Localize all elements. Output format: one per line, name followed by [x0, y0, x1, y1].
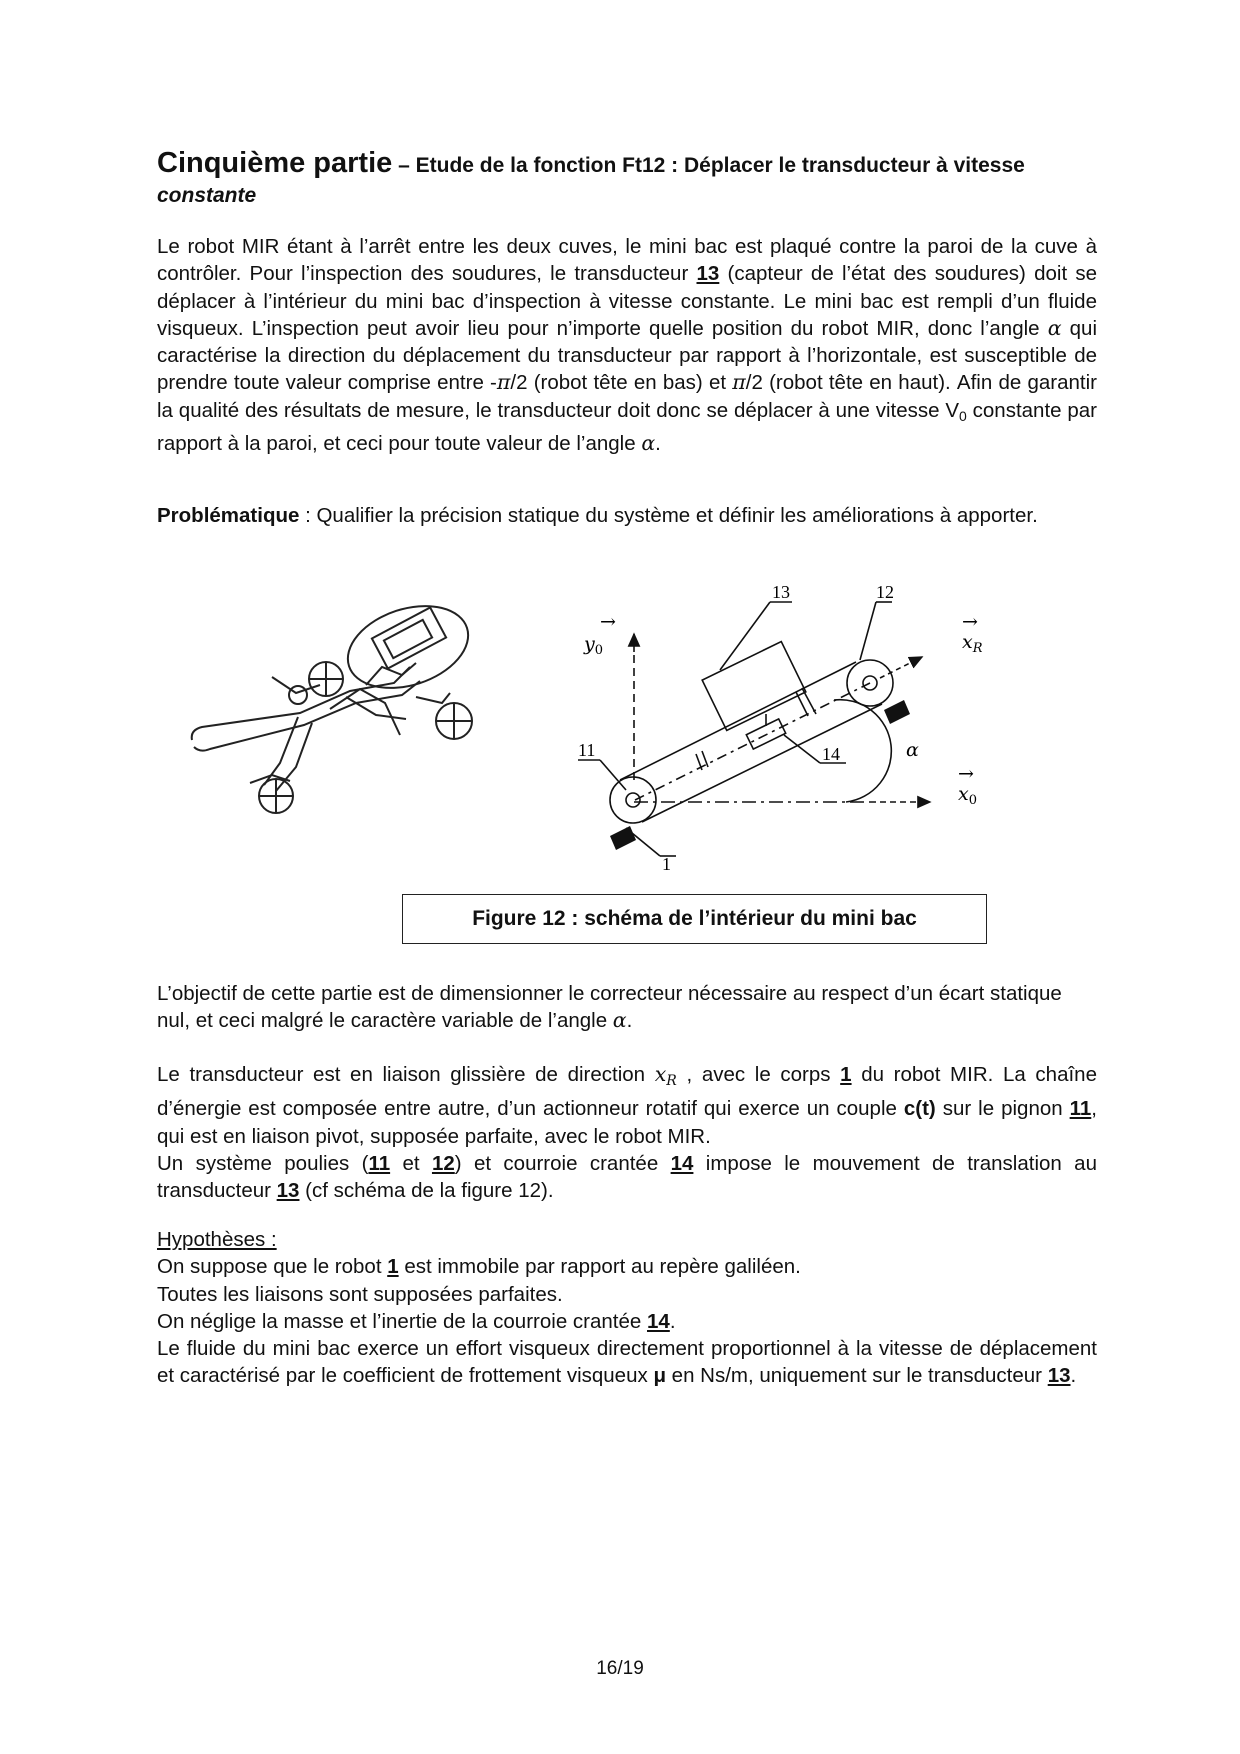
vector-arrow-xR: → [962, 611, 978, 633]
intro-text-7: . [655, 432, 661, 456]
transducer-paragraph [157, 1061, 1097, 1204]
label-1: 1 [662, 854, 671, 874]
hypotheses-title: Hypothèses : [157, 1228, 277, 1251]
objective-paragraph [157, 980, 1077, 1035]
intro-text-6: constante par rapport à la paroi, et ceci pour toute valeur de l’angle [157, 398, 1098, 456]
ref-11: 11 [1069, 1097, 1092, 1121]
alpha-symbol-3: α [612, 1008, 627, 1033]
page-number: 16/19 [596, 1658, 644, 1679]
vector-arrow-x0: → [958, 763, 974, 785]
label-y0: $y_0$ [584, 633, 604, 658]
objective-end: . [626, 1009, 633, 1033]
intro-text-1: Le robot MIR étant à l’arrêt entre les deux cuves, le mini bac est plaqué contre la paroi de la cuve à contrôler. Pour l’inspection des soudures, le transducteur [157, 235, 1097, 286]
mini-bac-schematic [570, 580, 1010, 880]
vector-arrow-y0: → [600, 611, 616, 633]
label-12: 12 [876, 582, 894, 602]
intro-text-4: /2 (robot tête en bas) et [510, 371, 733, 395]
robot-sketch [180, 585, 500, 825]
intro-text-2: (capteur de l’état des soudures) doit se déplacer à l’intérieur du mini bac d’inspection à vitesse constante. Le mini bac est rempli d’un fluide visqueux. L’inspection peut avoir lieu pour n’importe quelle position du robot MIR, donc l’angle [157, 262, 1097, 340]
title-subtitle-end: constante [157, 184, 257, 207]
label-alpha: α [906, 739, 919, 761]
intro-text-5: /2 (robot tête en haut). Afin de garantir la qualité des résultats de mesure, le transducteur doit donc se déplacer à une vitesse V [157, 371, 1097, 422]
hypothesis-2: Toutes les liaisons sont supposées parfaites. [157, 1282, 563, 1306]
title-subtitle: Etude de la fonction Ft12 : Déplacer le transducteur à vitesse [415, 154, 1025, 177]
problem-text: : Qualifier la précision statique du système et définir les améliorations à apporter. [299, 504, 1038, 527]
hypothesis-1: On suppose que le robot 1 est immobile par rapport au repère galiléen. [157, 1255, 801, 1279]
pi-symbol-2: π [732, 370, 746, 395]
mu-symbol: μ [653, 1364, 666, 1388]
problem-paragraph [157, 502, 1057, 529]
title-dash: – [392, 154, 416, 177]
problem-label: Problématique [157, 504, 300, 527]
intro-text-3: qui caractérise la direction du déplacement du transducteur par rapport à l’horizontale, est susceptible de prendre toute valeur comprise entre - [157, 316, 1097, 395]
objective-text: L’objectif de cette partie est de dimensionner le correcteur nécessaire au respect d’un écart statique nul, et ceci malgré le caractère variable de l’angle [157, 982, 1062, 1033]
figure-caption: Figure 12 : schéma de l’intérieur du mini bac [402, 894, 987, 944]
part-label: Cinquième partie [157, 147, 393, 179]
torque-ct: c(t) [903, 1097, 936, 1121]
label-x0: $x_0$ [958, 783, 977, 808]
label-xR: $x_R$ [962, 631, 983, 656]
hypothesis-4: Le fluide du mini bac exerce un effort visqueux directement proportionnel à la vitesse de déplacement et caractérisé par le coefficient de frottement visqueux μ en Ns/m, uniquement sur le transducteur 13. [157, 1337, 1097, 1388]
alpha-symbol-2: α [641, 431, 656, 456]
v0-subscript: 0 [959, 407, 967, 424]
intro-paragraph [157, 233, 1097, 457]
label-13: 13 [772, 582, 790, 602]
label-14: 14 [822, 744, 840, 764]
vector-xR: x [654, 1062, 667, 1086]
transducer-text: Le transducteur est en liaison glissière de direction $x_R$ , avec le corps 1 du robot MIR. La chaîne d’énergie est composée entre autre, d’un actionneur rotatif qui exerce un couple c(t) sur le pignon 11, qui est en liaison pivot, supposée parfaite, avec le robot MIR. [157, 1062, 1097, 1148]
transducer-13 [702, 642, 806, 731]
ref-13: 13 [696, 262, 720, 286]
ref-1: 1 [840, 1063, 852, 1086]
pulleys-text: Un système poulies (11 et 12) et courroie crantée 14 impose le mouvement de translation au transducteur 13 (cf schéma de la figure 12). [157, 1151, 1097, 1203]
pi-symbol: π [496, 370, 511, 395]
hypotheses-block [157, 1226, 1097, 1390]
pulley-11 [610, 777, 656, 823]
label-11: 11 [578, 740, 596, 760]
section-title [157, 148, 1117, 209]
alpha-symbol: α [1047, 315, 1062, 340]
hypothesis-3: On néglige la masse et l’inertie de la courroie crantée 14. [157, 1309, 676, 1333]
